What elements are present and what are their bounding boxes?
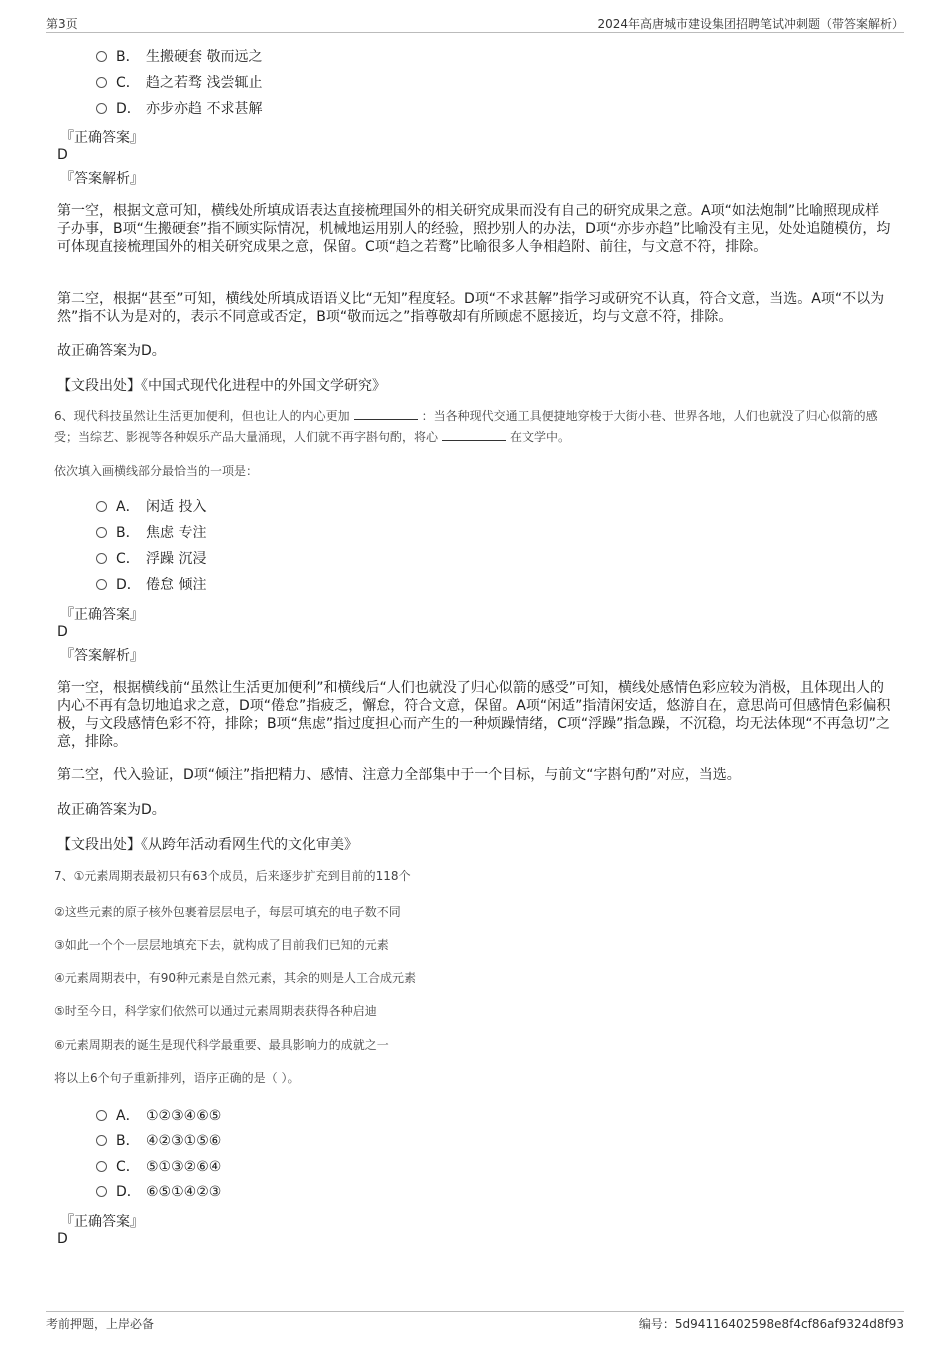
page-header <box>46 14 904 33</box>
q6-answer-label: 『正确答案』 <box>60 607 144 623</box>
q7-answer: D <box>57 1231 68 1247</box>
q5-option-b[interactable]: B． 生搬硬套 敬而远之 <box>96 48 262 66</box>
q7-sentence: ⑥元素周期表的诞生是现代科学最重要、最具影响力的成就之一 <box>54 1038 389 1052</box>
q7-sentence: ②这些元素的原子核外包裹着层层电子，每层可填充的电子数不同 <box>54 905 401 919</box>
q7-option-d[interactable]: D． ⑥⑤①④②③ <box>96 1183 221 1201</box>
q6-analysis-paragraph: 第二空，代入验证，D项“倾注”指把精力、感情、注意力全部集中于一个目标，与前文“字斟句酌”对应，当选。 <box>57 767 741 783</box>
q5-conclusion: 故正确答案为D。 <box>57 343 166 359</box>
radio-icon[interactable] <box>96 501 107 512</box>
footer-slogan: 考前押题，上岸必备 <box>46 1317 155 1331</box>
radio-icon[interactable] <box>96 1186 107 1197</box>
radio-icon[interactable] <box>96 579 107 590</box>
q6-stem: 6、现代科技虽然让生活更加便利，但也让人的内心更加 ：当各种现代交通工具便捷地穿梭于大街小巷、世界各地，人们也就没了归心似箭的感受；当综艺、影视等各种娱乐产品大量涌现，人们就不再字斟句酌，将心 在文学中。 <box>54 409 878 444</box>
radio-icon[interactable] <box>96 77 107 88</box>
q5-source: 【文段出处】《中国式现代化进程中的外国文学研究》 <box>57 378 386 394</box>
q7-prompt: 将以上6个句子重新排列，语序正确的是（ ）。 <box>54 1071 300 1085</box>
q6-prompt: 依次填入画横线部分最恰当的一项是： <box>54 464 259 478</box>
document-id: 编号：5d94116402598e8f4cf86af9324d8f93 <box>638 1317 904 1331</box>
blank-line <box>442 428 506 441</box>
document-title: 2024年高唐城市建设集团招聘笔试冲刺题（带答案解析） <box>597 17 904 31</box>
radio-icon[interactable] <box>96 553 107 564</box>
radio-icon[interactable] <box>96 103 107 114</box>
radio-icon[interactable] <box>96 527 107 538</box>
q7-option-a[interactable]: A． ①②③④⑥⑤ <box>96 1107 221 1125</box>
q7-answer-label: 『正确答案』 <box>60 1214 144 1230</box>
q5-option-d[interactable]: D． 亦步亦趋 不求甚解 <box>96 100 262 118</box>
q7-option-b[interactable]: B． ④②③①⑤⑥ <box>96 1132 221 1150</box>
q5-answer-label: 『正确答案』 <box>60 130 144 146</box>
q6-option-a[interactable]: A． 闲适 投入 <box>96 498 206 516</box>
q7-sentence: ④元素周期表中，有90种元素是自然元素，其余的则是人工合成元素 <box>54 971 417 985</box>
q6-analysis-paragraph: 第一空，根据横线前“虽然让生活更加便利”和横线后“人们也就没了归心似箭的感受”可知，横线处感情色彩应较为消极，且体现出人的内心不再有急切地追求之意，D项“倦怠”指疲乏，懈怠，符合文意，保留。A项“闲适”指清闲安适，悠游自在，意思尚可但感情色彩偏积极，与文段感情色彩不符，排除；B项“焦虑”指过度担心而产生的一种烦躁情绪，C项“浮躁”指急躁，不沉稳，均无法体现“不再急切”之意，排除。 <box>57 680 891 750</box>
q7-option-c[interactable]: C． ⑤①③②⑥④ <box>96 1158 221 1176</box>
radio-icon[interactable] <box>96 1110 107 1121</box>
page-number: 第3页 <box>46 17 78 31</box>
q6-option-b[interactable]: B． 焦虑 专注 <box>96 524 206 542</box>
radio-icon[interactable] <box>96 1161 107 1172</box>
q7-sentence: ③如此一个个一层层地填充下去，就构成了目前我们已知的元素 <box>54 938 389 952</box>
q6-answer: D <box>57 624 68 640</box>
page-footer <box>46 1311 904 1335</box>
q7-sentence: 7、①元素周期表最初只有63个成员，后来逐步扩充到目前的118个 <box>54 869 411 883</box>
q5-answer: D <box>57 147 68 163</box>
q6-option-c[interactable]: C． 浮躁 沉浸 <box>96 550 206 568</box>
q5-analysis-paragraph: 第一空，根据文意可知，横线处所填成语表达直接梳理国外的相关研究成果而没有自己的研究成果之意。A项“如法炮制”比喻照现成样子办事，B项“生搬硬套”指不顾实际情况，机械地运用别人的经验，照抄别人的办法，D项“亦步亦趋”比喻没有主见，处处追随模仿，均可体现直接梳理国外的相关研究成果之意，保留。C项“趋之若鹜”比喻很多人争相趋附、前往，与文意不符，排除。 <box>57 203 891 255</box>
q6-option-d[interactable]: D． 倦怠 倾注 <box>96 576 206 594</box>
radio-icon[interactable] <box>96 51 107 62</box>
q6-conclusion: 故正确答案为D。 <box>57 802 166 818</box>
radio-icon[interactable] <box>96 1135 107 1146</box>
q5-analysis-label: 『答案解析』 <box>60 171 144 187</box>
q6-source: 【文段出处】《从跨年活动看网生代的文化审美》 <box>57 837 358 853</box>
q6-analysis-label: 『答案解析』 <box>60 648 144 664</box>
q5-analysis-paragraph: 第二空，根据“甚至”可知，横线处所填成语语义比“无知”程度轻。D项“不求甚解”指学习或研究不认真，符合文意，当选。A项“不以为然”指不认为是对的，表示不同意或否定，B项“敬而远之”指尊敬却有所顾虑不愿接近，均与文意不符，排除。 <box>57 291 885 325</box>
q5-option-c[interactable]: C． 趋之若骛 浅尝辄止 <box>96 74 262 92</box>
blank-line <box>354 407 418 420</box>
q7-sentence: ⑤时至今日，科学家们依然可以通过元素周期表获得各种启迪 <box>54 1004 377 1018</box>
